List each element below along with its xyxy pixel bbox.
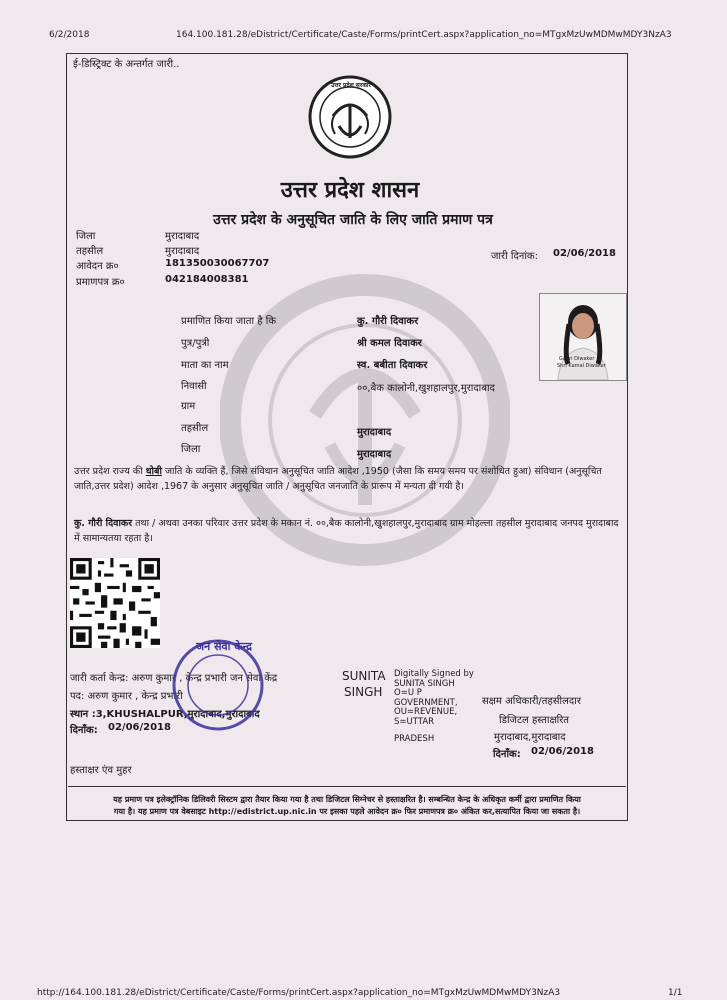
application-no-value: 181350030067707 (165, 258, 270, 269)
qr-code (70, 558, 160, 648)
authority-place: मुरादाबाद,मुरादाबाद (494, 732, 566, 743)
print-url-top: 164.100.181.28/eDistrict/Certificate/Caste/Forms/printCert.aspx?application_no=MTgxMzUwMDMwMDY3NzA3 (176, 30, 672, 40)
resident-label: निवासी (181, 381, 207, 392)
issue-date-label: जारी दिनांक: (491, 251, 538, 262)
caste-name: धोबी (145, 466, 162, 477)
caste-para-prefix: उत्तर प्रदेश राज्य की (74, 466, 143, 477)
issuer-place: स्थान :3,KHUSHALPUR,मुरादाबाद,मुरादाबाद (70, 709, 260, 720)
authority-date-label: दिनाँक: (493, 749, 521, 760)
print-url-bottom: http://164.100.181.28/eDistrict/Certificate/Caste/Forms/printCert.aspx?application_no=MTgxMzUwMDMwMDY3NzA3 (37, 988, 561, 998)
certificate-title: उत्तर प्रदेश शासन (280, 177, 420, 203)
certificate-no-label: प्रमाणपत्र क्र० (76, 277, 125, 288)
issued-under-text: ई-डिस्ट्रिक्ट के अन्तर्गत जारी.. (73, 59, 180, 70)
father-name: श्री कमल दिवाकर (357, 338, 422, 349)
certify-label: प्रमाणित किया जाता है कि (181, 316, 277, 327)
sign-detail-line: Digitally Signed by (394, 669, 474, 679)
footer-line-2: गया है। यह प्रमाण पत्र वेबसाइट http://edistrict.up.nic.in पर इसका पहले आवेदन क्र० फिर प्रमाणपत्र क्र० अंकित कर,सत्यापित किया जा सकता है। (113, 807, 581, 816)
emblem-text: उत्तर प्रदेश सरकार (331, 82, 371, 89)
digital-sign-name (342, 668, 386, 700)
sign-detail-line: OU=REVENUE, (394, 707, 458, 717)
caste-paragraph (74, 464, 622, 494)
resident-address: ००,बैक कालोनी,खुशहालपुर,मुरादाबाद (357, 383, 495, 394)
sign-detail-line: GOVERNMENT, (394, 697, 458, 708)
sign-detail-line: SUNITA SINGH (394, 678, 455, 689)
application-no-label: आवेदन क्र० (76, 261, 119, 272)
sign-detail-line: O=U P (394, 688, 422, 698)
tehsil-label: तहसील (76, 246, 104, 257)
child-of-label: पुत्र/पुत्री (181, 338, 210, 349)
residence-para-name: कु. गौरी दिवाकर (74, 518, 133, 529)
details-district-label: जिला (181, 444, 201, 455)
residence-paragraph (74, 516, 622, 546)
mother-name: स्व. बबीता दिवाकर (357, 360, 428, 371)
district-value: मुरादाबाद (165, 231, 200, 242)
issuer-center: जारी कर्ता केन्द्र: अरुण कुमार , केन्द्र प्रभारी जन सेवा केंद्र (70, 673, 278, 684)
authority-title: सक्षम अधिकारी/तहसीलदार (482, 696, 581, 707)
digital-sign-details (394, 670, 474, 727)
village-label: ग्राम (181, 401, 196, 412)
digital-sign-name-line1: SUNITA (342, 669, 386, 683)
residence-para-rest: तथा / अथवा उनका परिवार उत्तर प्रदेश के मकान नं. ००,बैक कालोनी,खुशहालपुर,मुरादाबाद ग्राम मोहल्ला तहसील मुरादाबाद जनपद मुरादाबाद में सामान्यतया रहता है। (74, 518, 619, 544)
details-district-value: मुरादाबाद (357, 449, 392, 460)
details-tehsil-value: मुरादाबाद (357, 427, 392, 438)
authority-date-value: 02/06/2018 (531, 746, 594, 757)
issuer-date-label: दिनाँक: (70, 725, 98, 736)
print-page-number: 1/1 (668, 988, 683, 998)
applicant-photo (539, 293, 627, 381)
issuer-post: पद: अरुण कुमार , केन्द्र प्रभारी (70, 691, 183, 702)
caste-para-rest: जाति के व्यक्ति हैं, जिसे संविधान अनुसूचित जाति आदेश ,1950 (जैसा कि समय समय पर संशोधित हुआ) संविधान (अनुसूचित जाति,उत्तर प्रदेश) आदेश ,1967 के अनुसार अनुसूचित जाति / अनुसूचित जनजाति के प्रारूप में मन्यता दी गयी है। (74, 466, 602, 492)
applicant-name: कु. गौरी दिवाकर (357, 316, 419, 327)
authority-digital: डिजिटल हस्ताक्षरित (499, 715, 569, 726)
mother-label: माता का नाम (181, 360, 229, 371)
certificate-subtitle: उत्तर प्रदेश के अनुसूचित जाति के लिए जाति प्रमाण पत्र (213, 212, 493, 228)
sign-detail-line: S=UTTAR (394, 716, 435, 727)
photo-caption-name: Gauri Diwaker (559, 356, 595, 362)
footer-note (70, 794, 624, 818)
issue-date-value: 02/06/2018 (553, 248, 616, 259)
digital-sign-pradesh: PRADESH (394, 734, 435, 744)
footer-divider (68, 786, 626, 787)
footer-line-1: यह प्रमाण पत्र इलेक्ट्रॉनिक डिलिवरी सिस्टम द्वारा तैयार किया गया है तथा डिजिटल सिग्नेचर से हस्ताक्षरित है। सम्बन्धित केन्द्र के अधिकृत कर्मी द्वारा प्रमाणित किया (113, 795, 581, 804)
stamp-text: जन सेवा केन्द्र (196, 640, 253, 653)
issuer-date-value: 02/06/2018 (108, 722, 171, 733)
photo-caption-father: Shri Kamal Diwaker (557, 363, 606, 369)
digital-sign-name-line2: SINGH (344, 685, 383, 699)
tehsil-value: मुरादाबाद (165, 246, 200, 257)
district-label: जिला (76, 231, 96, 242)
certificate-no-value: 042184008381 (165, 274, 249, 285)
details-tehsil-label: तहसील (181, 423, 209, 434)
signature-seal-label: हस्ताक्षर एंव मुहर (70, 765, 132, 776)
print-date: 6/2/2018 (49, 30, 90, 40)
